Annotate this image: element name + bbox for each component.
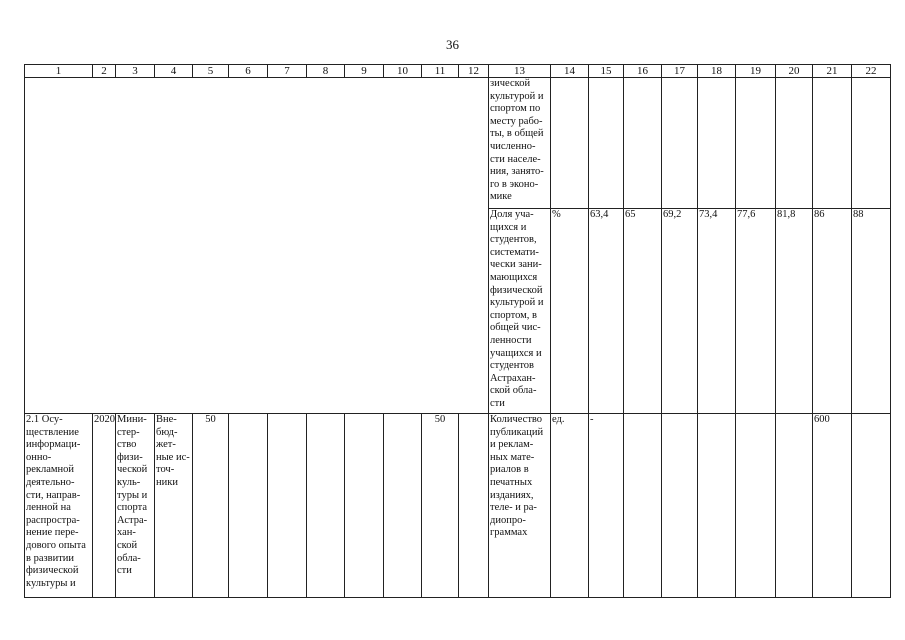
col-header: 6: [229, 65, 268, 78]
value-cell: 69,2: [662, 209, 698, 414]
col-header: 13: [489, 65, 551, 78]
table-cell: [736, 78, 776, 209]
table-cell: [852, 78, 891, 209]
table-cell: [813, 78, 852, 209]
table-cell: [268, 414, 307, 598]
empty-span-cell: [25, 78, 489, 209]
table-row: [25, 78, 891, 209]
table-row: [25, 209, 891, 414]
unit-cell: ед.: [551, 414, 589, 598]
table-cell: [698, 78, 736, 209]
indicator-cell: Доля уча-щихся и студентов, системати-чески зани-мающихся физической культурой и спортом, в общей чис-ленности учащихся и студентов Астрахан-ской обла-сти: [489, 209, 551, 414]
table-cell: [736, 414, 776, 598]
unit-cell: %: [551, 209, 589, 414]
value-cell: 63,4: [589, 209, 624, 414]
col-header: 17: [662, 65, 698, 78]
table-cell: [698, 414, 736, 598]
table-cell: [662, 414, 698, 598]
col-header: 19: [736, 65, 776, 78]
col-header: 14: [551, 65, 589, 78]
col-header: 1: [25, 65, 93, 78]
col-header: 2: [93, 65, 116, 78]
table-cell: [384, 414, 422, 598]
table-cell: [229, 414, 268, 598]
table-cell: [776, 414, 813, 598]
table-cell: [307, 414, 345, 598]
table-cell: [776, 78, 813, 209]
indicator-cell: зической культурой и спортом по месту рабо-ты, в общей численно-сти населе-ния, занято-го в эконо-мике: [489, 78, 551, 209]
executor-cell: Мини-стер-ство физи-ческой куль-туры и спорта Астра-хан-ской обла-сти: [116, 414, 155, 598]
value-cell: 50: [422, 414, 459, 598]
table-cell: [459, 414, 489, 598]
table-row: [25, 414, 891, 598]
col-header: 16: [624, 65, 662, 78]
activity-cell: 2.1 Осу-ществление информаци-онно-рекламной деятельно-сти, направ-ленной на распростра-нение пере-дового опыта в развитии физической культуры и: [25, 414, 93, 598]
empty-span-cell: [25, 209, 489, 414]
col-header: 3: [116, 65, 155, 78]
value-cell: 50: [193, 414, 229, 598]
value-cell: 65: [624, 209, 662, 414]
program-table: [24, 64, 891, 598]
value-cell: 77,6: [736, 209, 776, 414]
col-header: 18: [698, 65, 736, 78]
table-cell: [345, 414, 384, 598]
col-header: 22: [852, 65, 891, 78]
col-header: 5: [193, 65, 229, 78]
col-header: 8: [307, 65, 345, 78]
table-cell: [624, 414, 662, 598]
value-cell: 88: [852, 209, 891, 414]
indicator-cell: Количество публикаций и реклам-ных мате-риалов в печатных изданиях, теле- и ра-диопро-граммах: [489, 414, 551, 598]
col-header: 12: [459, 65, 489, 78]
table-cell: [662, 78, 698, 209]
year-cell: 2020: [93, 414, 116, 598]
col-header: 21: [813, 65, 852, 78]
column-number-row: [25, 65, 891, 78]
funding-source-cell: Вне-бюд-жет-ные ис-точ-ники: [155, 414, 193, 598]
page-number: 36: [446, 37, 459, 52]
table-cell: [852, 414, 891, 598]
col-header: 7: [268, 65, 307, 78]
value-cell: 81,8: [776, 209, 813, 414]
value-cell: -: [589, 414, 624, 598]
table-cell: [624, 78, 662, 209]
value-cell: 73,4: [698, 209, 736, 414]
value-cell: 600: [813, 414, 852, 598]
value-cell: 86: [813, 209, 852, 414]
col-header: 4: [155, 65, 193, 78]
col-header: 15: [589, 65, 624, 78]
table-cell: [589, 78, 624, 209]
col-header: 20: [776, 65, 813, 78]
col-header: 9: [345, 65, 384, 78]
table-cell: [551, 78, 589, 209]
col-header: 11: [422, 65, 459, 78]
col-header: 10: [384, 65, 422, 78]
